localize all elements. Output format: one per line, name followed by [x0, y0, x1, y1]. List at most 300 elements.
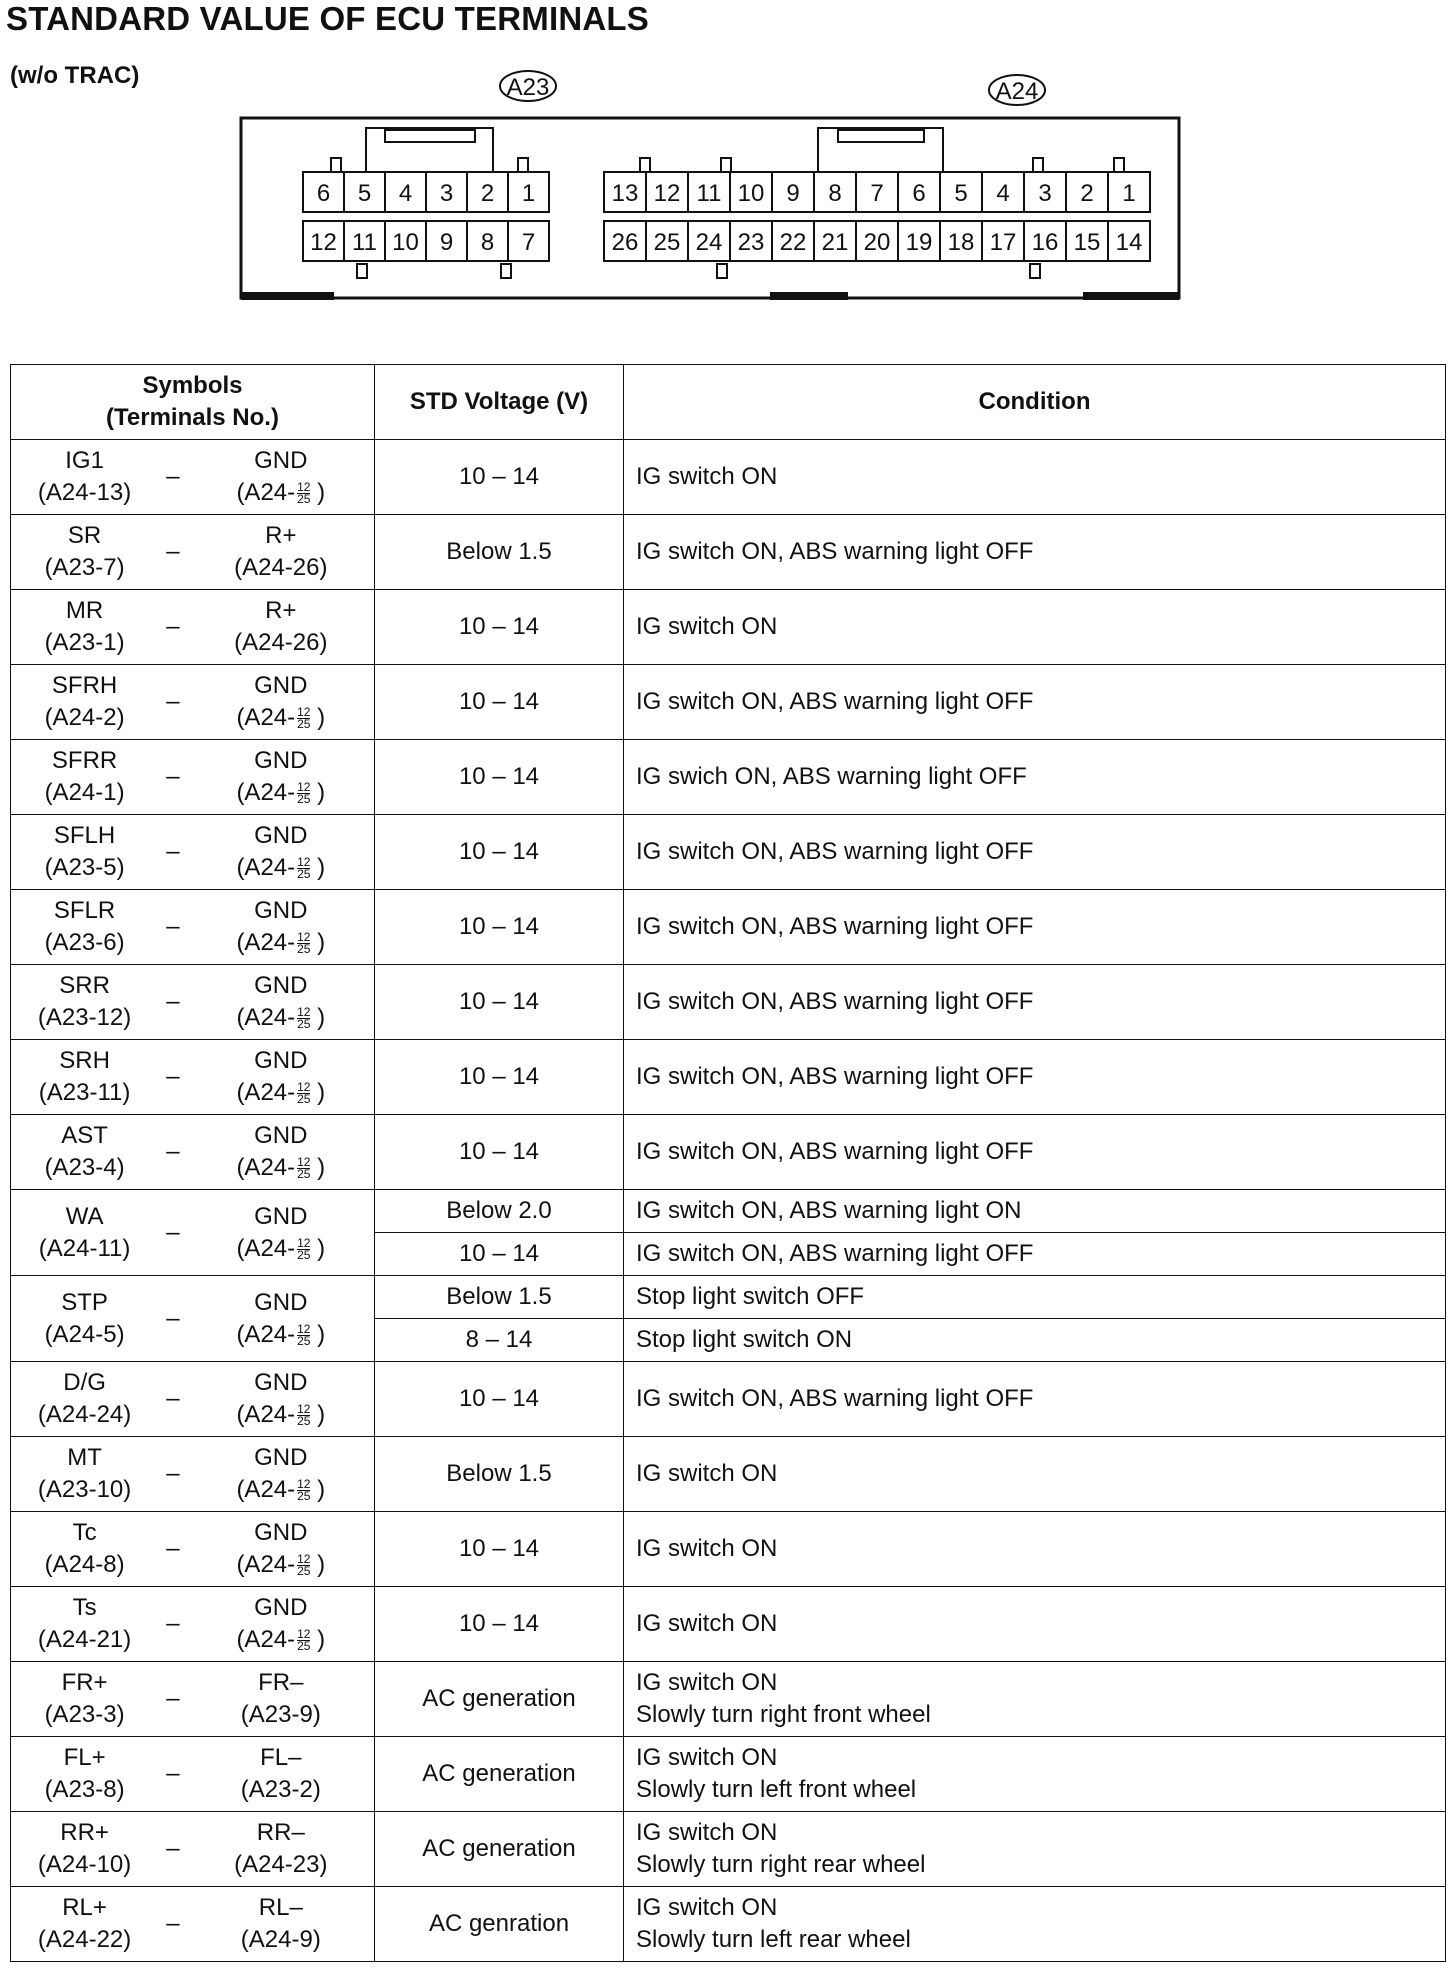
- fraction-numerator: 12: [297, 1552, 311, 1567]
- voltage-cell: AC genration: [375, 1887, 624, 1962]
- symbol-left: [11, 745, 158, 809]
- table-row: [11, 515, 1446, 590]
- fraction-denominator: 25: [297, 1167, 311, 1182]
- condition-line: IG switch ON: [636, 1819, 778, 1846]
- a24-terminal-number: 5: [954, 180, 968, 207]
- a24-terminal-number: 18: [947, 229, 975, 256]
- terminal-no: (A23-2): [240, 1776, 321, 1803]
- symbol-name: RL–: [258, 1894, 303, 1921]
- condition-line: Slowly turn left rear wheel: [636, 1926, 911, 1953]
- condition-cell: [624, 515, 1446, 590]
- dash: –: [166, 1138, 180, 1165]
- terminal-no: [188, 702, 374, 734]
- a24-terminal-number: 15: [1073, 229, 1101, 256]
- condition-line: IG switch ON: [636, 1460, 778, 1487]
- dash: –: [166, 1835, 180, 1862]
- fraction-numerator: 12: [297, 1235, 311, 1250]
- terminal-no: (A23-8): [44, 1776, 125, 1803]
- a24-label: A24: [995, 78, 1039, 105]
- condition-line: IG switch ON: [636, 1744, 778, 1771]
- symbol-name: SFLH: [53, 822, 116, 849]
- terminal-fraction: [297, 1321, 311, 1348]
- gnd-terminal: (A24- $\frac{12}{25}$ ): [236, 854, 326, 882]
- fraction-denominator: 25: [297, 942, 311, 957]
- symbol-name: GND: [254, 822, 308, 849]
- header-condition: Condition: [624, 365, 1446, 440]
- terminal-no: [188, 1319, 374, 1351]
- fraction-denominator: 25: [297, 1092, 311, 1107]
- dash: –: [166, 463, 180, 490]
- dash: –: [166, 838, 180, 865]
- dash: –: [166, 1910, 180, 1937]
- dash: –: [166, 988, 180, 1015]
- symbols-cell: [11, 1040, 375, 1115]
- table-row: [11, 1190, 1446, 1233]
- condition-cell: [624, 815, 1446, 890]
- symbol-right: [188, 970, 374, 1034]
- condition-cell: [624, 1115, 1446, 1190]
- condition-cell: [624, 1587, 1446, 1662]
- gnd-terminal: (A24- $\frac{12}{25}$ ): [236, 929, 326, 957]
- table-row: [11, 890, 1446, 965]
- voltage-cell: 10 – 14: [375, 740, 624, 815]
- gnd-terminal: (A24- $\frac{12}{25}$ ): [236, 1320, 326, 1348]
- a24-terminal-number: 22: [779, 229, 807, 256]
- symbol-right: [188, 820, 374, 884]
- fraction-denominator: 25: [297, 1414, 311, 1429]
- voltage-cell: 10 – 14: [375, 1233, 624, 1276]
- a23-terminal-number: 10: [392, 229, 419, 256]
- fraction-denominator: 25: [297, 1564, 311, 1579]
- terminal-no: (A24-11): [38, 1234, 131, 1262]
- fraction-numerator: 12: [297, 1627, 311, 1642]
- condition-line: IG switch ON, ABS warning light OFF: [636, 538, 1034, 565]
- a24-terminal-number: 19: [905, 229, 933, 256]
- fraction-numerator: 12: [297, 855, 311, 870]
- voltage-cell: 10 – 14: [375, 815, 624, 890]
- terminal-no: [188, 1233, 374, 1265]
- a24-terminal-number: 3: [1038, 180, 1052, 207]
- terminal-fraction: [297, 1554, 310, 1577]
- terminal-no: (A23-7): [44, 554, 125, 581]
- fraction-numerator: 12: [297, 1005, 311, 1020]
- dash: –: [166, 763, 180, 790]
- terminal-no: (A24-1): [44, 779, 125, 806]
- terminal-fraction: [297, 1235, 311, 1262]
- condition-line: IG switch ON, ABS warning light OFF: [636, 988, 1034, 1015]
- terminal-no: (A24-22): [37, 1926, 132, 1953]
- gnd-terminal: (A24- $\frac{12}{25}$ ): [236, 1154, 326, 1182]
- symbol-name: D/G: [63, 1369, 106, 1396]
- symbol-name: R+: [265, 522, 297, 549]
- symbol-name: FR–: [258, 1669, 304, 1696]
- voltage-cell: AC generation: [375, 1812, 624, 1887]
- gnd-terminal: (A24- $\frac{12}{25}$ ): [236, 704, 326, 732]
- dash: –: [166, 1685, 180, 1712]
- a24-terminal-grid: [604, 172, 1150, 261]
- condition-cell: [624, 1233, 1446, 1276]
- symbol-name: FL+: [63, 1744, 106, 1771]
- page-title: STANDARD VALUE OF ECU TERMINALS: [6, 0, 649, 37]
- symbol-right: [188, 1742, 374, 1806]
- symbol-name: RR–: [256, 1819, 305, 1846]
- fraction-numerator: 12: [297, 930, 311, 945]
- voltage-cell: Below 1.5: [375, 515, 624, 590]
- dash: –: [166, 1304, 180, 1332]
- symbol-left: [11, 670, 158, 734]
- terminal-fraction: [297, 707, 310, 730]
- symbol-left: [11, 1045, 158, 1109]
- symbol-right: [188, 895, 374, 959]
- symbol-name: GND: [254, 672, 308, 699]
- fraction-numerator: 12: [297, 1477, 311, 1492]
- table-row: [11, 1512, 1446, 1587]
- terminal-no: [188, 1399, 374, 1431]
- symbol-name: GND: [254, 1047, 308, 1074]
- terminal-no: (A24-21): [37, 1626, 132, 1653]
- symbol-name: SFRR: [51, 747, 118, 774]
- terminal-no: [188, 1549, 374, 1581]
- terminal-fraction: [297, 1479, 310, 1502]
- symbol-name: GND: [254, 447, 308, 474]
- a24-terminal-number: 20: [863, 229, 891, 256]
- symbol-name: GND: [254, 897, 308, 924]
- a23-terminal-number: 8: [480, 229, 495, 256]
- condition-line: IG switch ON: [636, 1535, 778, 1562]
- a24-terminal-number: 10: [737, 180, 765, 207]
- terminal-fraction: [297, 782, 310, 805]
- symbols-cell: [11, 1362, 375, 1437]
- a23-terminal-number: 11: [352, 229, 377, 256]
- fraction-denominator: 25: [297, 717, 311, 732]
- symbol-name: GND: [254, 1444, 308, 1471]
- fraction-numerator: 12: [297, 480, 311, 495]
- symbol-left: [11, 1287, 158, 1351]
- a24-terminal-number: 12: [653, 180, 681, 207]
- table-row: [11, 440, 1446, 515]
- terminal-no: [188, 852, 374, 884]
- a24-terminal-number: 6: [912, 180, 926, 207]
- table-row: [11, 815, 1446, 890]
- a24-terminal-number: 1: [1122, 180, 1136, 207]
- condition-cell: [624, 1190, 1446, 1233]
- voltage-cell: AC generation: [375, 1737, 624, 1812]
- a24-terminal-number: 14: [1115, 229, 1143, 256]
- symbols-cell: [11, 1190, 375, 1276]
- condition-cell: [624, 440, 1446, 515]
- table-row: [11, 1587, 1446, 1662]
- voltage-cell: 10 – 14: [375, 890, 624, 965]
- symbol-name: IG1: [65, 447, 104, 474]
- table-row: [11, 740, 1446, 815]
- terminal-no: (A24-26): [234, 629, 328, 656]
- symbols-cell: [11, 890, 375, 965]
- symbol-right: [188, 745, 374, 809]
- fraction-denominator: 25: [297, 1489, 311, 1504]
- symbol-name: STP: [61, 1288, 108, 1316]
- dash: –: [166, 1063, 180, 1090]
- gnd-terminal: (A24- $\frac{12}{25}$ ): [236, 1401, 326, 1429]
- terminal-no: (A24-2): [44, 704, 125, 731]
- a24-terminal-number: 24: [695, 229, 723, 256]
- a24-terminal-number: 4: [996, 180, 1010, 207]
- condition-cell: [624, 1040, 1446, 1115]
- symbol-left: [11, 1517, 158, 1581]
- voltage-cell: 10 – 14: [375, 440, 624, 515]
- fraction-denominator: 25: [297, 792, 311, 807]
- a23-terminal-number: 12: [310, 229, 337, 256]
- condition-line: IG switch ON, ABS warning light OFF: [636, 913, 1034, 940]
- symbol-right: [188, 1892, 374, 1956]
- condition-line: Slowly turn right rear wheel: [636, 1851, 926, 1878]
- condition-line: IG switch ON, ABS warning light OFF: [636, 1063, 1034, 1090]
- symbol-name: RL+: [62, 1894, 107, 1921]
- terminal-no: [188, 777, 374, 809]
- table-header-row: [11, 365, 1446, 440]
- terminal-no: [188, 1077, 374, 1109]
- terminal-no: (A24-13): [37, 479, 132, 506]
- table-row: [11, 1115, 1446, 1190]
- condition-line: IG switch ON, ABS warning light OFF: [636, 1385, 1034, 1412]
- terminal-no: [188, 1474, 374, 1506]
- table-row: [11, 1662, 1446, 1737]
- condition-line: Stop light switch OFF: [636, 1283, 865, 1310]
- symbols-cell: [11, 1662, 375, 1737]
- symbol-name: FL–: [260, 1744, 302, 1771]
- symbol-name: SFLR: [53, 897, 116, 924]
- dash: –: [166, 538, 180, 565]
- symbol-name: R+: [265, 597, 297, 624]
- symbols-cell: [11, 1812, 375, 1887]
- gnd-terminal: (A24- $\frac{12}{25}$ ): [236, 1476, 326, 1504]
- symbols-cell: [11, 1887, 375, 1962]
- symbol-right: [188, 445, 374, 509]
- terminal-fraction: [297, 1629, 310, 1652]
- symbol-left: [11, 1667, 158, 1731]
- symbols-cell: [11, 1512, 375, 1587]
- condition-line: IG swich ON, ABS warning light OFF: [636, 763, 1027, 790]
- symbol-name: RR+: [60, 1819, 109, 1846]
- condition-line: IG switch ON: [636, 463, 778, 490]
- symbols-cell: [11, 440, 375, 515]
- table-body: [11, 440, 1446, 1962]
- a24-terminal-number: 13: [611, 180, 639, 207]
- condition-line: IG switch ON, ABS warning light OFF: [636, 1138, 1034, 1165]
- terminal-no: (A24-8): [44, 1551, 125, 1578]
- a24-terminal-number: 16: [1031, 229, 1059, 256]
- terminal-fraction: [297, 932, 310, 955]
- symbol-right: [188, 1201, 374, 1265]
- gnd-terminal: (A24- $\frac{12}{25}$ ): [236, 1626, 326, 1654]
- a23-label: A23: [506, 74, 550, 101]
- a23-terminal-number: 5: [357, 180, 372, 207]
- dash: –: [166, 1460, 180, 1487]
- gnd-terminal: (A24- $\frac{12}{25}$ ): [236, 1234, 326, 1262]
- symbol-name: SRR: [59, 972, 110, 999]
- a24-terminal-number: 11: [696, 180, 722, 207]
- voltage-cell: 10 – 14: [375, 1512, 624, 1587]
- a24-terminal-number: 23: [737, 229, 765, 256]
- condition-cell: [624, 1812, 1446, 1887]
- table-row: [11, 965, 1446, 1040]
- terminal-no: (A23-12): [37, 1004, 132, 1031]
- terminal-no: (A24-10): [37, 1851, 132, 1878]
- fraction-denominator: 25: [297, 1247, 311, 1262]
- fraction-numerator: 12: [297, 780, 311, 795]
- symbol-left: [11, 1742, 158, 1806]
- symbol-name: GND: [254, 1202, 308, 1230]
- fraction-denominator: 25: [297, 1017, 311, 1032]
- symbol-name: AST: [61, 1122, 108, 1149]
- condition-cell: [624, 1362, 1446, 1437]
- symbols-cell: [11, 1437, 375, 1512]
- condition-cell: [624, 665, 1446, 740]
- condition-cell: [624, 1437, 1446, 1512]
- terminal-no: (A23-6): [44, 929, 125, 956]
- condition-line: IG switch ON, ABS warning light ON: [636, 1197, 1022, 1224]
- voltage-cell: 10 – 14: [375, 1362, 624, 1437]
- fraction-numerator: 12: [297, 1402, 311, 1417]
- symbol-left: [11, 895, 158, 959]
- symbol-name: GND: [254, 1519, 308, 1546]
- fraction-numerator: 12: [297, 1155, 311, 1170]
- symbol-name: FR+: [61, 1669, 108, 1696]
- fraction-numerator: 12: [297, 1080, 311, 1095]
- a23-terminal-number: 2: [480, 180, 495, 207]
- condition-cell: [624, 1276, 1446, 1319]
- symbol-right: [188, 1442, 374, 1506]
- symbol-left: [11, 445, 158, 509]
- condition-cell: [624, 740, 1446, 815]
- a24-terminal-number: 7: [870, 180, 884, 207]
- page-subtitle: (w/o TRAC): [10, 62, 140, 89]
- terminal-fraction: [297, 1157, 310, 1180]
- condition-line: IG switch ON, ABS warning light OFF: [636, 688, 1034, 715]
- dash: –: [166, 688, 180, 715]
- condition-cell: [624, 1887, 1446, 1962]
- symbols-cell: [11, 965, 375, 1040]
- table-row: [11, 1812, 1446, 1887]
- symbol-left: [11, 520, 158, 584]
- terminal-no: (A23-9): [240, 1701, 321, 1728]
- condition-line: IG switch ON: [636, 613, 778, 640]
- terminal-fraction: [297, 1082, 310, 1105]
- symbol-name: GND: [254, 1288, 308, 1316]
- symbol-left: [11, 1367, 158, 1431]
- terminal-no: (A24-9): [240, 1926, 321, 1953]
- symbols-cell: [11, 590, 375, 665]
- dash: –: [166, 1385, 180, 1412]
- symbol-right: [188, 1667, 374, 1731]
- fraction-numerator: 12: [297, 1321, 311, 1336]
- a23-terminal-grid: [303, 172, 549, 261]
- condition-line: IG switch ON, ABS warning light OFF: [636, 838, 1034, 865]
- connector-diagram: [0, 0, 1456, 320]
- terminal-no: (A23-5): [44, 854, 125, 881]
- a24-terminal-number: 26: [611, 229, 639, 256]
- symbol-name: MR: [65, 597, 104, 624]
- symbol-name: SRH: [59, 1047, 110, 1074]
- symbols-cell: [11, 815, 375, 890]
- dash: –: [166, 613, 180, 640]
- gnd-terminal: (A24- $\frac{12}{25}$ ): [236, 1079, 326, 1107]
- voltage-cell: Below 1.5: [375, 1437, 624, 1512]
- terminal-no: [188, 1624, 374, 1656]
- condition-cell: [624, 1662, 1446, 1737]
- symbol-name: MT: [67, 1444, 102, 1471]
- voltage-cell: Below 2.0: [375, 1190, 624, 1233]
- terminal-no: (A23-1): [44, 629, 125, 656]
- table-row: [11, 665, 1446, 740]
- table-row: [11, 1362, 1446, 1437]
- symbol-right: [188, 1817, 374, 1881]
- condition-line: Slowly turn right front wheel: [636, 1701, 931, 1728]
- condition-line: Stop light switch ON: [636, 1326, 853, 1353]
- voltage-cell: 10 – 14: [375, 1040, 624, 1115]
- symbol-right: [188, 670, 374, 734]
- terminal-fraction: [297, 482, 310, 505]
- connector-housing: [241, 118, 1179, 298]
- voltage-cell: 8 – 14: [375, 1319, 624, 1362]
- symbol-right: [188, 1517, 374, 1581]
- voltage-cell: 10 – 14: [375, 590, 624, 665]
- symbol-left: [11, 595, 158, 659]
- table-row: [11, 1040, 1446, 1115]
- symbols-cell: [11, 1587, 375, 1662]
- fraction-denominator: 25: [297, 492, 311, 507]
- voltage-cell: AC generation: [375, 1662, 624, 1737]
- voltage-cell: 10 – 14: [375, 1115, 624, 1190]
- symbol-name: SR: [67, 522, 102, 549]
- a24-terminal-number: 8: [828, 180, 842, 207]
- symbols-cell: [11, 1115, 375, 1190]
- table-row: [11, 1437, 1446, 1512]
- table-row: [11, 1276, 1446, 1319]
- table-row: [11, 1737, 1446, 1812]
- terminal-no: (A23-3): [44, 1701, 125, 1728]
- voltage-cell: 10 – 14: [375, 965, 624, 1040]
- symbol-name: WA: [65, 1202, 104, 1230]
- terminal-no: (A23-11): [38, 1079, 131, 1106]
- dash: –: [166, 1218, 180, 1246]
- a23-terminal-number: 9: [439, 229, 454, 256]
- symbol-name: GND: [254, 1369, 308, 1396]
- symbol-right: [188, 520, 374, 584]
- header-voltage: STD Voltage (V): [375, 365, 624, 440]
- symbol-name: SFRH: [51, 672, 118, 699]
- symbol-left: [11, 1892, 158, 1956]
- header-symbols: Symbols (Terminals No.): [11, 365, 375, 440]
- terminal-no: (A24-26): [234, 554, 328, 581]
- condition-cell: [624, 1319, 1446, 1362]
- a23-terminal-number: 4: [398, 180, 413, 207]
- terminal-no: [188, 1152, 374, 1184]
- dash: –: [166, 1760, 180, 1787]
- a24-terminal-number: 2: [1080, 180, 1094, 207]
- gnd-terminal: (A24- $\frac{12}{25}$ ): [236, 1004, 326, 1032]
- symbol-name: GND: [254, 1594, 308, 1621]
- voltage-cell: 10 – 14: [375, 1587, 624, 1662]
- terminal-no: (A24-5): [44, 1320, 125, 1348]
- condition-line: IG switch ON: [636, 1610, 778, 1637]
- terminal-no: (A23-4): [44, 1154, 125, 1181]
- symbol-left: [11, 1201, 158, 1265]
- gnd-terminal: (A24- $\frac{12}{25}$ ): [236, 1551, 326, 1579]
- symbol-right: [188, 595, 374, 659]
- condition-cell: [624, 590, 1446, 665]
- symbols-cell: [11, 665, 375, 740]
- condition-cell: [624, 1737, 1446, 1812]
